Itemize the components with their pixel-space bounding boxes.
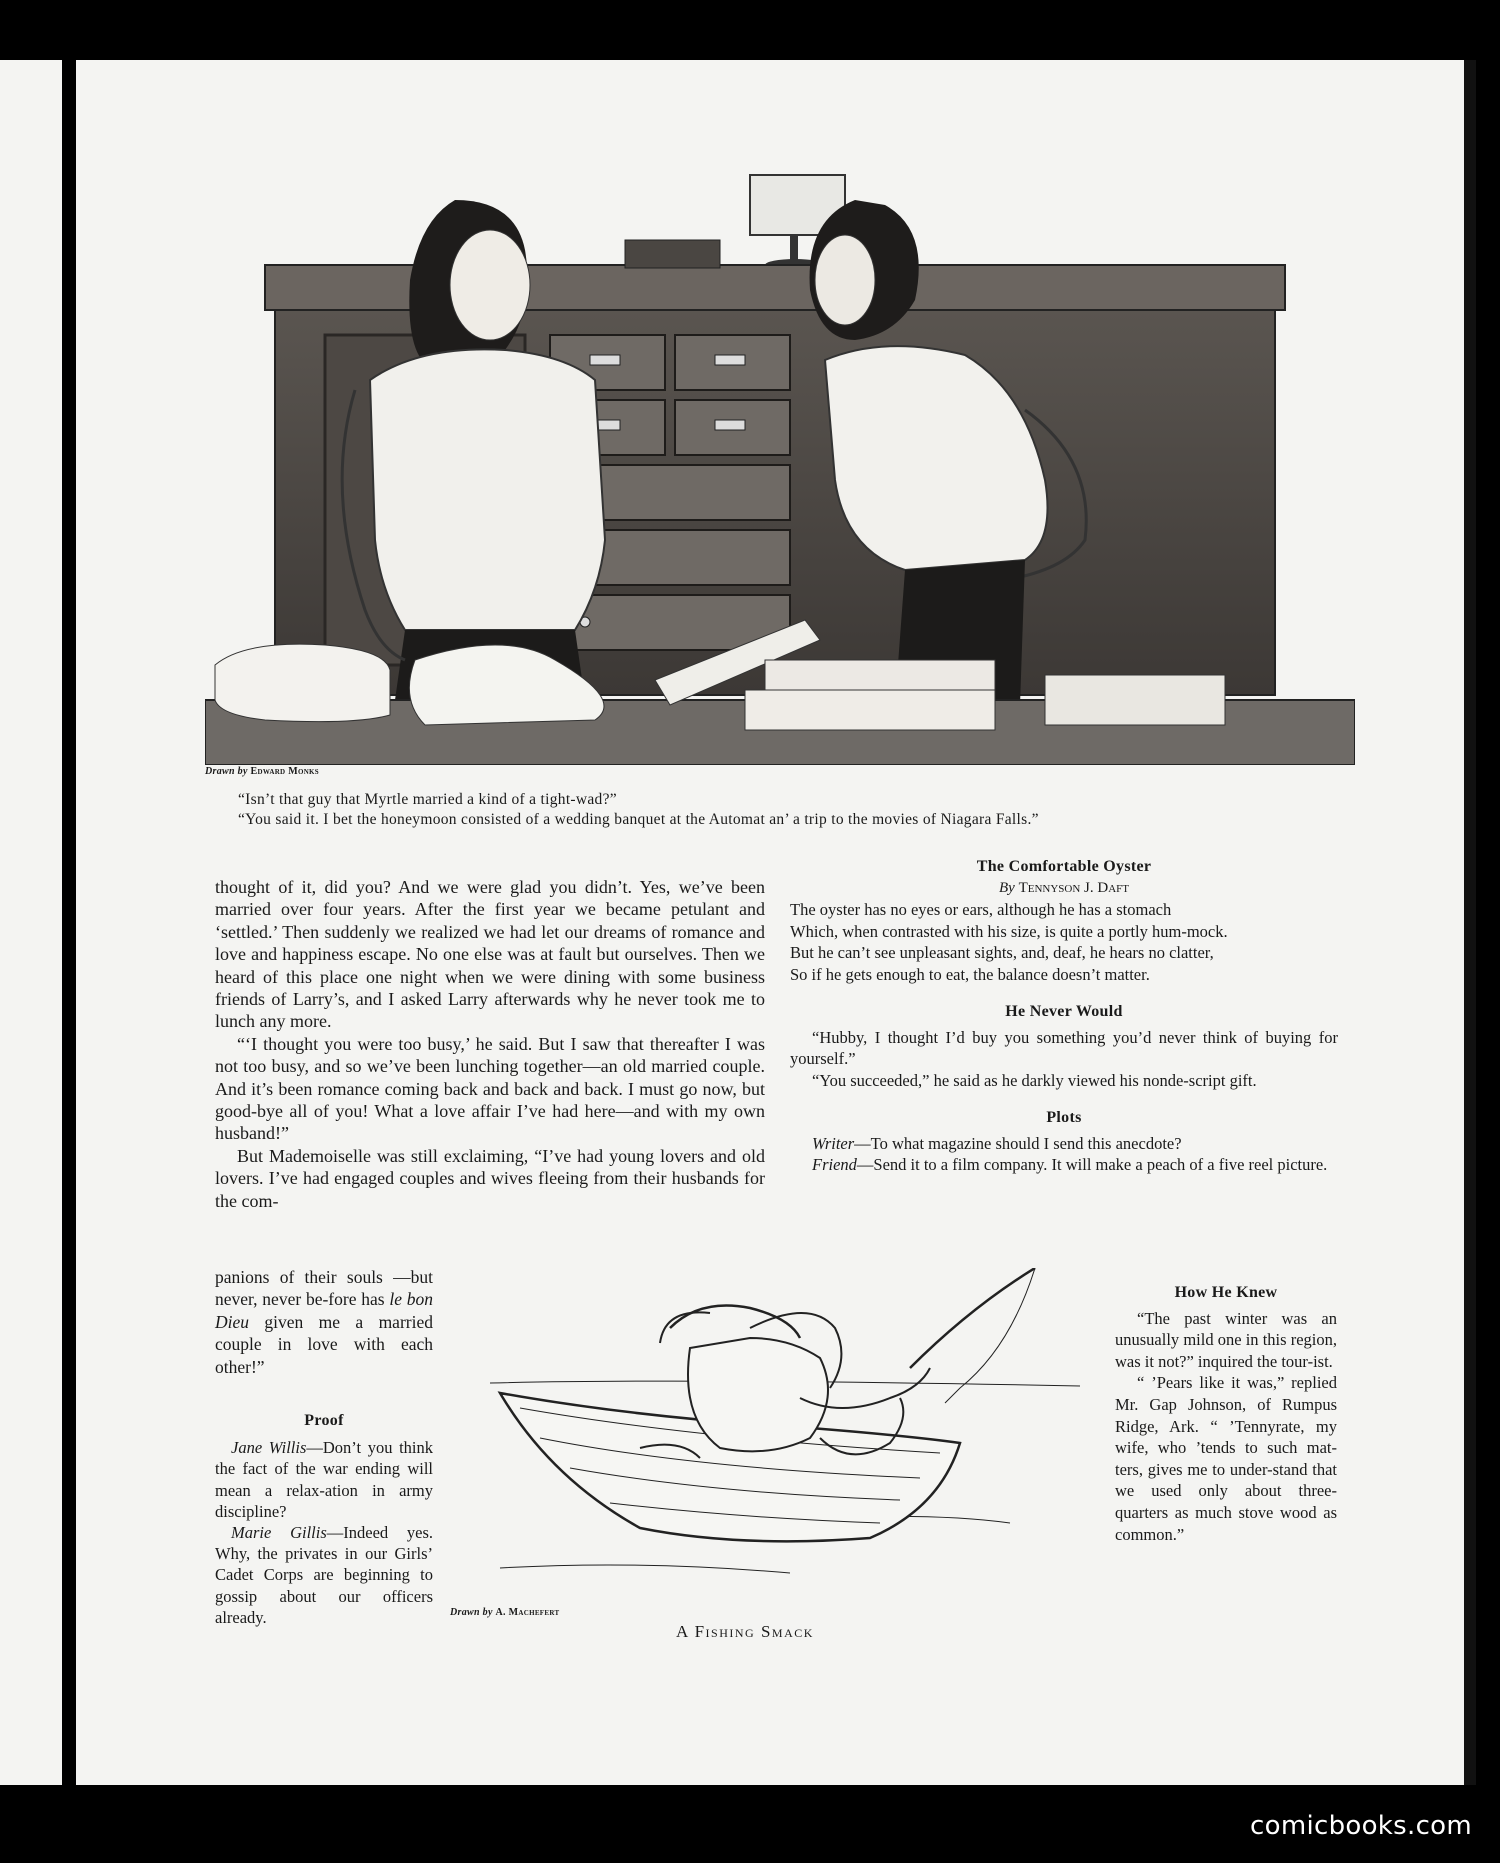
proof-line-2: —Indeed yes. Why, the privates in our Girls’ Cadet Corps are beginning to gossip about our officers already.: [215, 1523, 434, 1627]
boat-credit-artist: A. Machefert: [495, 1607, 560, 1618]
boat-illustration-title: A Fishing Smack: [676, 1622, 814, 1641]
how-he-knew-section: [1115, 1282, 1337, 1545]
proof-line-1: —Don’t you think the fact of the war ending will mean a relax-ation in army discipline?: [215, 1438, 433, 1521]
poem-line-3: But he can’t see unpleasant sights, and, deaf, he hears no clatter,: [790, 943, 1214, 962]
plots-speaker-1: Writer: [812, 1133, 855, 1153]
poem-line-1: The oyster has no eyes or ears, although he has a stomach: [790, 900, 1172, 919]
story-continued-end: given me a married couple in love with each other!”: [215, 1311, 433, 1377]
boat-credit-prefix: Drawn by: [450, 1607, 493, 1618]
story-continued-italic: le bon Dieu: [215, 1289, 433, 1332]
story-continued-text: panions of their souls —but never, never be-fore has: [215, 1267, 433, 1310]
how-he-knew-heading: How He Knew: [1174, 1284, 1278, 1301]
oyster-poem: [790, 899, 1338, 985]
illustration-fishing-boat: [490, 1268, 1080, 1598]
proof-speaker-1: Jane Willis: [231, 1438, 307, 1458]
story-paragraph-1: thought of it, did you? And we were glad you didn’t. Yes, we’ve been married over four years. After the first year we became petulant and ‘settled.’ Then suddenly we realized we had let our dreams of romance and love and happiness escape. No one else was at fault but ourselves. Then we heard of this place one night when we were dining with some business friends of Larry’s, and I asked Larry afterwards why he never took me to lunch any more.: [215, 877, 765, 1032]
story-continuation: [215, 1266, 433, 1378]
book-spine: [62, 60, 76, 1785]
proof-heading: Proof: [304, 1412, 344, 1429]
page-edge-right: [1464, 60, 1476, 1785]
never-would-heading: He Never Would: [1005, 1003, 1123, 1020]
credit-artist: Edward Monks: [250, 766, 319, 777]
site-watermark: comicbooks.com: [1250, 1811, 1472, 1841]
never-would-p1: “Hubby, I thought I’d buy you something you’d never think of buying for yourself.”: [790, 1027, 1338, 1068]
how-he-knew-p2: “ ’Pears like it was,” replied Mr. Gap Johnson, of Rumpus Ridge, Ark. “ ’Tennyrate, my wife, who ’tends to such mat-ters, gives me to under-stand that we used only about three-quarters as much stove wood as common.”: [1115, 1373, 1337, 1544]
credit-prefix: Drawn by: [205, 766, 248, 777]
story-paragraph-2: “‘I thought you were too busy,’ he said. But I saw that thereafter I was not too busy, and so we’ve been lunching together—an old married couple. And it’s been romance coming back and back and back. I must go now, but good-bye all of you! What a love affair I’ve had here—and with my own husband!”: [215, 1033, 765, 1144]
how-he-knew-p1: “The past winter was an unusually mild one in this region, was it not?” inquired the tour-ist.: [1115, 1308, 1337, 1371]
plots-line-2: —Send it to a film company. It will make a peach of a five reel picture.: [856, 1155, 1328, 1174]
top-illustration-credit: [205, 766, 319, 777]
poem-line-4: So if he gets enough to eat, the balance doesn’t matter.: [790, 964, 1150, 984]
oyster-heading: The Comfortable Oyster: [976, 858, 1152, 875]
oyster-by: By: [999, 879, 1015, 896]
facing-page-edge: [0, 60, 62, 1785]
illustration-two-women-at-counter: [205, 160, 1355, 765]
boat-illustration-credit: [450, 1607, 559, 1618]
plots-line-1: —To what magazine should I send this anecdote?: [854, 1133, 1182, 1153]
oyster-author: Tennyson J. Daft: [1018, 879, 1129, 896]
story-column: [215, 876, 765, 1212]
top-illustration-caption: [238, 790, 1358, 830]
proof-speaker-2: Marie Gillis: [231, 1523, 327, 1543]
right-column: [790, 856, 1338, 1176]
caption-line-1: “Isn’t that guy that Myrtle married a kind of a tight-wad?”: [238, 791, 617, 808]
poem-line-2: Which, when contrasted with his size, is quite a portly hum-mock.: [790, 921, 1228, 941]
plots-speaker-2: Friend: [812, 1155, 857, 1174]
proof-section: [215, 1410, 433, 1628]
story-paragraph-3: But Mademoiselle was still exclaiming, “I’ve had young lovers and old lovers. I’ve had engaged couples and wives fleeing from their husbands for the com-: [215, 1145, 765, 1211]
caption-line-2: “You said it. I bet the honeymoon consisted of a wedding banquet at the Automat an’ a trip to the movies of Niagara Falls.”: [238, 811, 1039, 828]
plots-heading: Plots: [1046, 1109, 1082, 1126]
never-would-p2: “You succeeded,” he said as he darkly viewed his nonde-script gift.: [812, 1070, 1257, 1090]
